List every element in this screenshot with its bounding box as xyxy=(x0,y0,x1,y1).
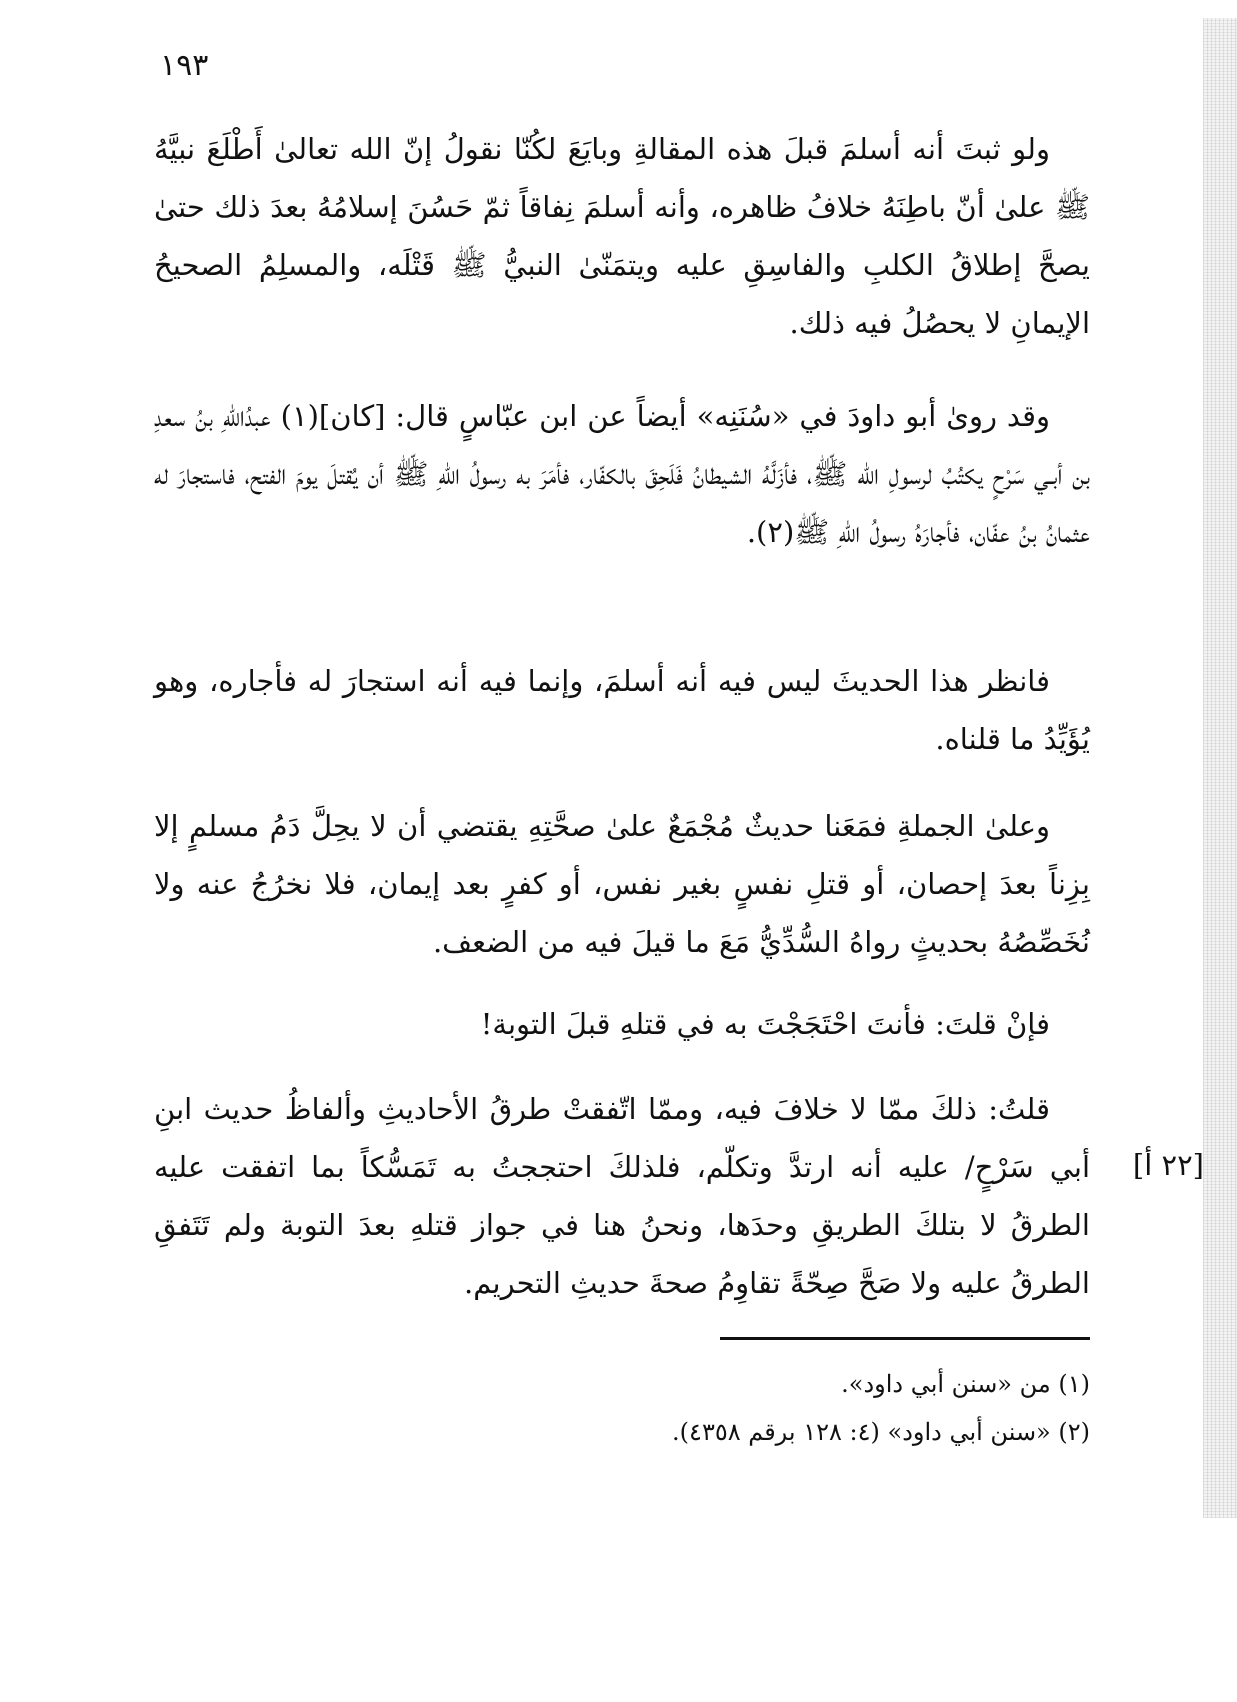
footnote-2: (٢) «سنن أبي داود» (٤: ١٢٨ برقم ٤٣٥٨). xyxy=(672,1418,1090,1446)
paragraph-4: وعلىٰ الجملةِ فمَعَنا حديثٌ مُجْمَعٌ علىٰ صحَّتِهِ يقتضي أن لا يحِلَّ دَمُ مسلمٍ إلا بِزِناً بعدَ إحصان، أو قتلِ نفسٍ بغير نفس، أو كفرٍ بعد إيمان، فلا نخرُجُ عنه ولا نُخَصِّصُهُ بحديثٍ رواهُ السُّدِّيُّ مَعَ ما قيلَ فيه من الضعف. xyxy=(154,809,1090,959)
scan-edge xyxy=(1203,18,1237,1518)
paragraph-5: فإنْ قلتَ: فأنتَ احْتَجَجْتَ به في قتلهِ قبلَ التوبة! xyxy=(480,1007,1050,1041)
footnote-1: (١) من «سنن أبي داود». xyxy=(841,1370,1090,1398)
paragraph-6: قلتُ: ذلكَ ممّا لا خلافَ فيه، وممّا اتّفقتْ طرقُ الأحاديثِ وألفاظُ حديث ابنِ أبي سَرْحٍ/ عليه أنه ارتدَّ وتكلّم، فلذلكَ احتججتُ به تَمَسُّكاً بما اتفقت عليه الطرقُ لا بتلكَ الطريقِ وحدَها، ونحنُ هنا في جواز قتلهِ بعدَ التوبة ولم تَتَفقِ الطرقُ عليه ولا صَحَّ صِحّةً تقاوِمُ صحةَ حديثِ التحريم. xyxy=(154,1092,1090,1300)
paragraph-3: فانظر هذا الحديثَ ليس فيه أنه أسلمَ، وإنما فيه أنه استجارَ له فأجاره، وهو يُؤَيِّدُ ما قلناه. xyxy=(154,664,1090,756)
paragraph-2: وقد روىٰ أبو داودَ في «سُنَنِه» أيضاً عن ابن عبّاسٍ قال: [كان](١) عبدُاللهِ بنُ سعدِ بن أبـي سَرْحٍ يكتُبُ لرسولِ الله ﷺ، فأزَلَّهُ الشيطانُ فَلَحِقَ بالكفّار، فأمَرَ به رسولُ اللهِ ﷺ أن يُقتلَ يومَ الفتح، فاستجارَ له عثمانُ بنُ عفّان، فأجارَهُ رسولُ اللهِ ﷺ(٢). xyxy=(154,399,1090,549)
paragraph-1: ولو ثبتَ أنه أسلمَ قبلَ هذه المقالةِ وبايَعَ لكُنّا نقولُ إنّ الله تعالىٰ أَطْلَعَ نبيَّهُ ﷺ علىٰ أنّ باطِنَهُ خلافُ ظاهره، وأنه أسلمَ نِفاقاً ثمّ حَسُنَ إسلامُهُ بعدَ ذلك حتىٰ يصحَّ إطلاقُ الكلبِ والفاسِقِ عليه ويتمَنّىٰ النبيُّ ﷺ قَتْلَه، والمسلِمُ الصحيحُ الإيمانِ لا يحصُلُ فيه ذلك. xyxy=(154,132,1090,340)
page-number: ١٩٣ xyxy=(160,48,209,83)
manuscript-folio-marker: [٢٢ أ] xyxy=(1132,1148,1204,1182)
footnote-separator xyxy=(720,1337,1090,1340)
